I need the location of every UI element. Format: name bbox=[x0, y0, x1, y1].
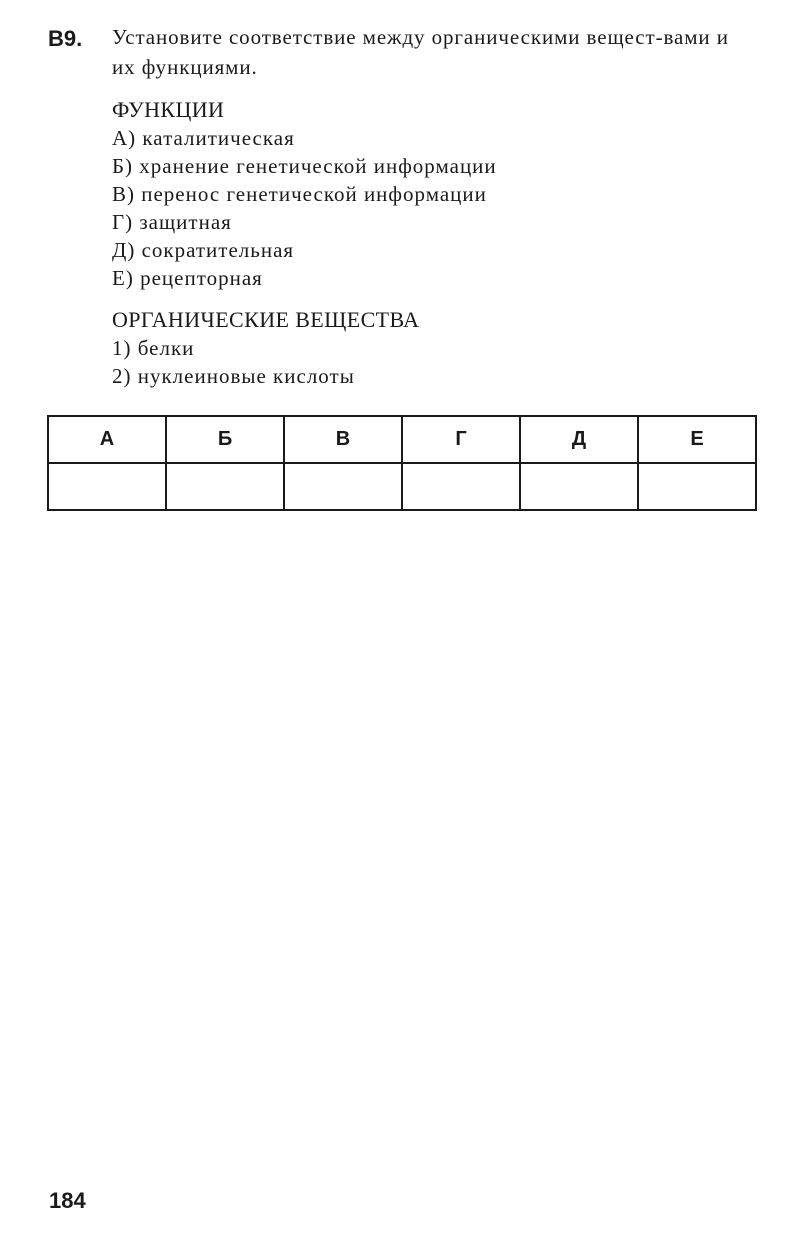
substances-list bbox=[112, 334, 760, 390]
answer-table bbox=[47, 415, 757, 511]
answer-table-row bbox=[48, 463, 756, 510]
answer-cell-d[interactable] bbox=[520, 463, 638, 510]
answer-cell-a[interactable] bbox=[48, 463, 166, 510]
substance-item-1: 1) белки bbox=[112, 336, 195, 360]
function-item-d: Д) сократительная bbox=[112, 238, 295, 262]
answer-header-e: Е bbox=[638, 416, 756, 463]
task-number: B9. bbox=[48, 26, 83, 51]
function-item-v: В) перенос генетической информации bbox=[112, 182, 487, 206]
function-item-a: А) каталитическая bbox=[112, 126, 295, 150]
answer-table-header-row bbox=[48, 416, 756, 463]
function-item-g: Г) защитная bbox=[112, 210, 232, 234]
function-item-b: Б) хранение генетической информации bbox=[112, 154, 497, 178]
answer-cell-v[interactable] bbox=[284, 463, 402, 510]
page-number: 184 bbox=[49, 1188, 86, 1213]
task-block bbox=[48, 22, 760, 390]
substances-section bbox=[112, 306, 760, 390]
substances-title: ОРГАНИЧЕСКИЕ ВЕЩЕСТВА bbox=[112, 307, 420, 332]
function-item-e: Е) рецепторная bbox=[112, 266, 263, 290]
answer-header-d: Д bbox=[520, 416, 638, 463]
task-header bbox=[48, 22, 760, 82]
functions-list bbox=[112, 124, 760, 292]
answer-header-g: Г bbox=[402, 416, 520, 463]
functions-title: ФУНКЦИИ bbox=[112, 97, 225, 122]
answer-header-b: Б bbox=[166, 416, 284, 463]
task-prompt: Установите соответствие между органическими вещест-вами и их функциями. bbox=[112, 25, 729, 79]
answer-header-a: А bbox=[48, 416, 166, 463]
answer-cell-b[interactable] bbox=[166, 463, 284, 510]
functions-section bbox=[112, 96, 760, 292]
substance-item-2: 2) нуклеиновые кислоты bbox=[112, 364, 355, 388]
answer-cell-g[interactable] bbox=[402, 463, 520, 510]
answer-header-v: В bbox=[284, 416, 402, 463]
answer-cell-e[interactable] bbox=[638, 463, 756, 510]
